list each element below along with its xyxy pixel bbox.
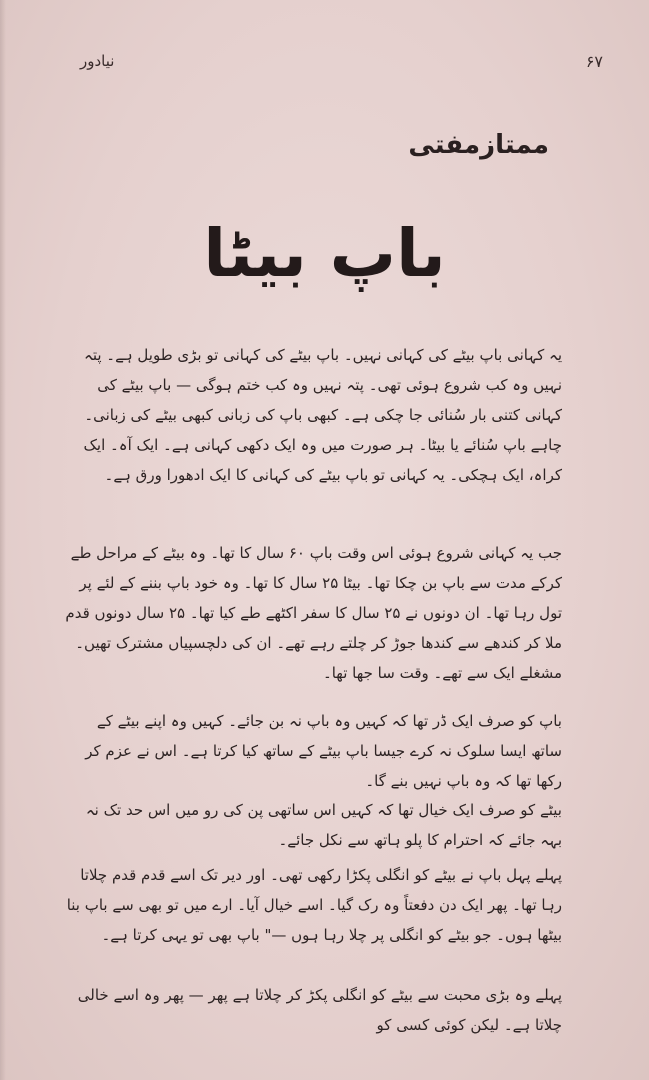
page-edge-shadow bbox=[0, 0, 6, 1080]
paragraph-text: پہلے پہل باپ نے بیٹے کو انگلی پکڑا رکھی تھی۔ اور دیر تک اسے قدم قدم چلاتا رہا تھا۔ پھر ایک دن دفعتاً وہ رک گیا۔ اسے خیال آیا۔ ارے میں تو بھی سے باپ بنا بیٹھا ہوں۔ جو بیٹے کو انگلی پر چلا رہا ہوں —" باپ بھی تو یہی کرتا ہے۔ bbox=[66, 866, 562, 944]
author-name: ممتازمفتی bbox=[408, 130, 549, 160]
story-title: باپ بیٹا bbox=[203, 215, 446, 292]
page-number: ۶۷ bbox=[585, 52, 603, 71]
paragraph bbox=[62, 340, 562, 490]
paragraph bbox=[62, 795, 562, 855]
paragraph-text: جب یہ کہانی شروع ہوئی اس وقت باپ ۶۰ سال کا تھا۔ وہ بیٹے کے مراحل طے کرکے مدت سے باپ بن چکا تھا۔ بیٹا ۲۵ سال کا تھا۔ وہ خود باپ بننے کے لئے پر تول رہا تھا۔ ان دونوں نے ۲۵ سال کا سفر اکٹھے طے کیا تھا۔ ۲۵ سال دونوں قدم ملا کر کندھے سے کندھا جوڑ کر چلتے رہے تھے۔ ان کی دلچسپیاں مشترک تھیں۔ مشغلے ایک سے تھے۔ وقت سا جھا تھا۔ bbox=[65, 544, 562, 682]
paragraph-text: بیٹے کو صرف ایک خیال تھا کہ کہیں اس ساتھی پن کی رو میں اس حد تک نہ بہہ جائے کہ احترام کا پلو ہاتھ سے نکل جائے۔ bbox=[85, 801, 562, 849]
paragraph bbox=[62, 538, 562, 688]
paragraph-text: یہ کہانی باپ بیٹے کی کہانی نہیں۔ باپ بیٹے کی کہانی تو بڑی طویل ہے۔ پتہ نہیں وہ کب شروع ہوئی تھی۔ پتہ نہیں وہ کب ختم ہوگی — باپ بیٹے کی کہانی کتنی بار سُنائی جا چکی ہے۔ کبھی باپ کی زبانی کبھی بیٹے کی زبانی۔ چاہے باپ سُنائے یا بیٹا۔ ہر صورت میں وہ ایک دکھی کہانی ہے۔ ایک آہ۔ ایک کراہ، ایک ہچکی۔ یہ کہانی تو باپ بیٹے کی کہانی کا ایک ادھورا ورق ہے۔ bbox=[83, 346, 562, 484]
running-head: نیادور bbox=[80, 52, 115, 70]
paragraph bbox=[62, 860, 562, 950]
paragraph-text: پہلے وہ بڑی محبت سے بیٹے کو انگلی پکڑ کر چلاتا ہے پھر — پھر وہ اسے خالی چلاتا ہے۔ لیکن کوئی کسی کو bbox=[77, 986, 562, 1034]
paragraph-text: باپ کو صرف ایک ڈر تھا کہ کہیں وہ باپ نہ بن جائے۔ کہیں وہ اپنے بیٹے کے ساتھ ایسا سلوک نہ کرے جیسا باپ بیٹے کے ساتھ کیا کرتا ہے۔ اس نے عزم کر رکھا تھا کہ وہ باپ نہیں بنے گا۔ bbox=[85, 712, 562, 790]
paragraph bbox=[62, 706, 562, 796]
paragraph bbox=[62, 980, 562, 1040]
